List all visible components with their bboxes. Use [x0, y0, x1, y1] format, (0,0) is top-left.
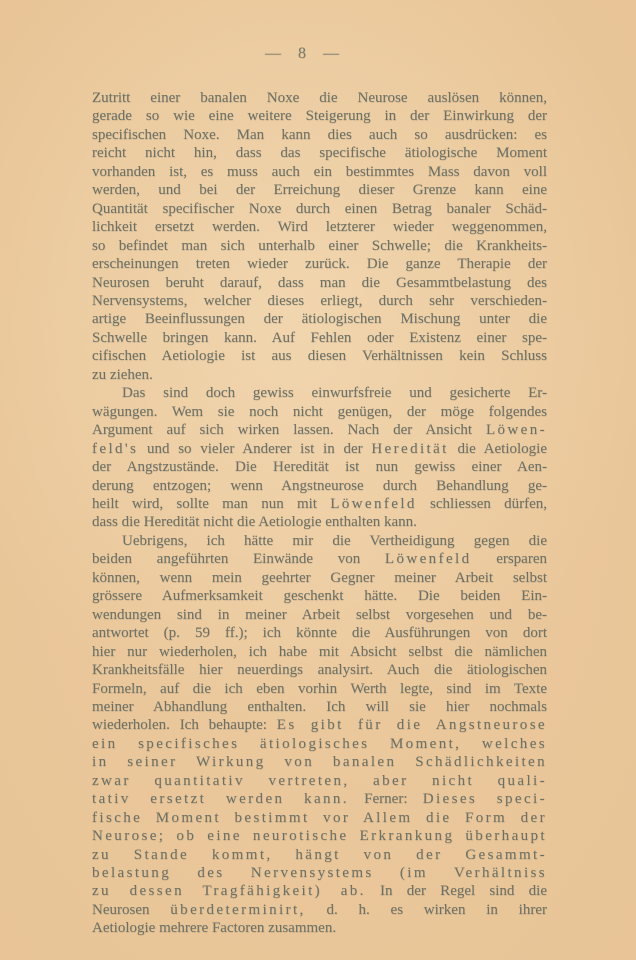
text-segment: beiden angeführten Einwände von — [92, 551, 385, 568]
text-segment: Ferner: — [348, 791, 423, 808]
text-segment: Argument auf sich wirken lassen. Nach der Ansicht — [92, 422, 486, 439]
text-line — [92, 329, 547, 347]
letterspaced-emphasis-text: ein specifisches ätiologisches Moment, welches — [92, 735, 547, 752]
letterspaced-emphasis-text: in seiner Wirkung von banalen Schädlichkeiten — [92, 754, 547, 771]
text-line — [92, 680, 547, 698]
text-segment: schliessen dürfen, — [416, 495, 548, 512]
text-line — [92, 643, 547, 661]
page-header — [92, 45, 512, 63]
text-segment: meiner Abhandlung enthalten. Ich will sie hier nochmals — [92, 698, 547, 715]
letterspaced-emphasis-text: Löwen- — [485, 422, 547, 439]
text-segment: der Angstzustände. Die Heredität ist nun gewiss einer Aen- — [92, 459, 547, 476]
text-segment: Nervensystems, welcher dieses erliegt, durch sehr verschieden- — [92, 292, 547, 309]
letterspaced-emphasis-text: zwar quantitativ vertreten, aber nicht quali- — [92, 772, 547, 789]
text-segment: die Aetiologie — [448, 440, 547, 457]
text-segment: gerade so wie eine weitere Steigerung in der Einwirkung der — [92, 108, 547, 125]
letterspaced-emphasis-text: feld's — [92, 440, 139, 457]
text-line — [92, 587, 547, 605]
text-line — [92, 495, 547, 513]
text-segment: ersparen — [471, 551, 547, 568]
text-line — [92, 606, 547, 624]
text-line — [92, 513, 547, 531]
letterspaced-emphasis-text: zu Stande kommt, hängt von der Gesammt- — [92, 846, 547, 863]
text-segment: Das sind doch gewiss einwurfsfreie und gesicherte Er- — [122, 385, 547, 402]
letterspaced-emphasis-text: Es gibt für die Angstneurose — [276, 717, 547, 734]
text-segment: cifischen Aetiologie ist aus diesen Verhältnissen kein Schluss — [92, 348, 547, 365]
letterspaced-emphasis-text: überdeterminirt, — [170, 901, 306, 918]
text-line — [92, 864, 547, 882]
text-segment: derung entzogen; wenn Angstneurose durch Behandlung ge- — [92, 477, 547, 494]
text-segment: wägungen. Wem sie noch nicht genügen, der möge folgendes — [92, 403, 547, 420]
paragraph — [92, 532, 547, 938]
text-line — [92, 218, 547, 236]
text-line — [92, 790, 547, 808]
paragraph — [92, 384, 547, 532]
text-line — [92, 310, 547, 328]
text-segment: artige Beeinflussungen der ätiologischen Mischung unter die — [92, 311, 547, 328]
text-segment: und so vieler Anderer ist in der — [138, 440, 372, 457]
text-line — [92, 919, 547, 937]
letterspaced-emphasis-text: tativ ersetzt werden kann. — [92, 791, 349, 808]
text-line — [92, 89, 547, 107]
text-line — [92, 237, 547, 255]
text-segment: In der Regel sind die — [365, 883, 547, 900]
text-segment: erscheinungen treten wieder zurück. Die ganze Therapie der — [92, 256, 547, 273]
text-line — [92, 716, 547, 734]
text-line — [92, 421, 547, 439]
text-segment: zu ziehen. — [92, 366, 153, 383]
text-line — [92, 698, 547, 716]
text-line — [92, 403, 547, 421]
text-segment: Krankheitsfälle hier neuerdings analysirt. Auch die ätiologischen — [92, 662, 547, 679]
page-number: 8 — [298, 45, 306, 62]
text-line — [92, 107, 547, 125]
text-line — [92, 901, 547, 919]
text-line — [92, 458, 547, 476]
text-segment: Schwelle bringen kann. Auf Fehlen oder Existenz einer spe- — [92, 329, 547, 346]
text-line — [92, 753, 547, 771]
text-line — [92, 532, 547, 550]
text-line — [92, 624, 547, 642]
text-line — [92, 255, 547, 273]
text-segment: Zutritt einer banalen Noxe die Neurose auslösen können, — [92, 90, 547, 106]
text-segment: Neurosen — [92, 901, 171, 918]
letterspaced-emphasis-text: fische Moment bestimmt vor Allem die Form der — [92, 809, 547, 826]
letterspaced-emphasis-text: Dieses speci- — [422, 791, 547, 808]
text-segment: Aetiologie mehrere Factoren zusammen. — [92, 920, 337, 937]
header-dash-left: — — [265, 45, 281, 62]
text-line — [92, 772, 547, 790]
text-segment: d. h. es wirken in ihrer — [305, 901, 547, 918]
text-segment: wiederholen. Ich behaupte: — [92, 717, 277, 734]
page-body — [92, 89, 547, 938]
text-segment: Neurosen beruht darauf, dass man die Gesammtbelastung des — [92, 274, 547, 291]
letterspaced-emphasis-text: Neurose; ob eine neurotische Erkrankung überhaupt — [92, 828, 547, 845]
text-line — [92, 846, 547, 864]
text-segment: reicht nicht hin, dass das specifische ätiologische Moment — [92, 145, 547, 162]
text-line — [92, 440, 547, 458]
text-line — [92, 735, 547, 753]
text-segment: werden, und bei der Erreichung dieser Grenze kann eine — [92, 182, 547, 199]
text-line — [92, 661, 547, 679]
text-line — [92, 827, 547, 845]
text-segment: specifischen Noxe. Man kann dies auch so ausdrücken: es — [92, 126, 547, 143]
text-segment: so befindet man sich unterhalb einer Schwelle; die Krankheits- — [92, 237, 547, 254]
text-line — [92, 366, 547, 384]
letterspaced-emphasis-text: Löwenfeld — [330, 495, 417, 512]
text-segment: wendungen sind in meiner Arbeit selbst vorgesehen und be- — [92, 606, 547, 623]
text-line — [92, 347, 547, 365]
text-line — [92, 274, 547, 292]
text-segment: dass die Heredität nicht die Aetiologie enthalten kann. — [92, 514, 417, 531]
text-line — [92, 144, 547, 162]
text-line — [92, 163, 547, 181]
text-segment: lichkeit ersetzt werden. Wird letzterer wieder weggenommen, — [92, 219, 547, 236]
text-line — [92, 126, 547, 144]
text-line — [92, 292, 547, 310]
text-segment: Quantität specifischer Noxe durch einen Betrag banaler Schäd- — [92, 200, 547, 217]
text-line — [92, 809, 547, 827]
text-segment: hier nur wiederholen, ich habe mit Absicht selbst die nämlichen — [92, 643, 547, 660]
text-segment: antwortet (p. 59 ff.); ich könnte die Ausführungen von dort — [92, 625, 547, 642]
text-segment: Uebrigens, ich hätte mir die Vertheidigung gegen die — [122, 532, 547, 549]
letterspaced-emphasis-text: belastung des Nervensystems (im Verhältniss — [92, 865, 547, 882]
text-line — [92, 569, 547, 587]
text-segment: Formeln, auf die ich eben vorhin Werth legte, sind im Texte — [92, 680, 547, 697]
text-line — [92, 200, 547, 218]
text-segment: vorhanden ist, es muss auch ein bestimmtes Mass davon voll — [92, 163, 547, 180]
letterspaced-emphasis-text: Löwenfeld — [384, 551, 472, 568]
letterspaced-emphasis-text: Heredität — [371, 440, 449, 457]
text-segment: grössere Aufmerksamkeit geschenkt hätte. Die beiden Ein- — [92, 588, 547, 605]
paragraph — [92, 89, 547, 384]
text-line — [92, 477, 547, 495]
text-segment: heilt wird, sollte man nun mit — [92, 495, 331, 512]
text-line — [92, 181, 547, 199]
text-segment: können, wenn mein geehrter Gegner meiner Arbeit selbst — [92, 569, 547, 586]
text-line — [92, 882, 547, 900]
text-line — [92, 550, 547, 568]
text-line — [92, 384, 547, 402]
letterspaced-emphasis-text: zu dessen Tragfähigkeit) ab. — [92, 883, 366, 900]
header-dash-right: — — [323, 45, 339, 62]
